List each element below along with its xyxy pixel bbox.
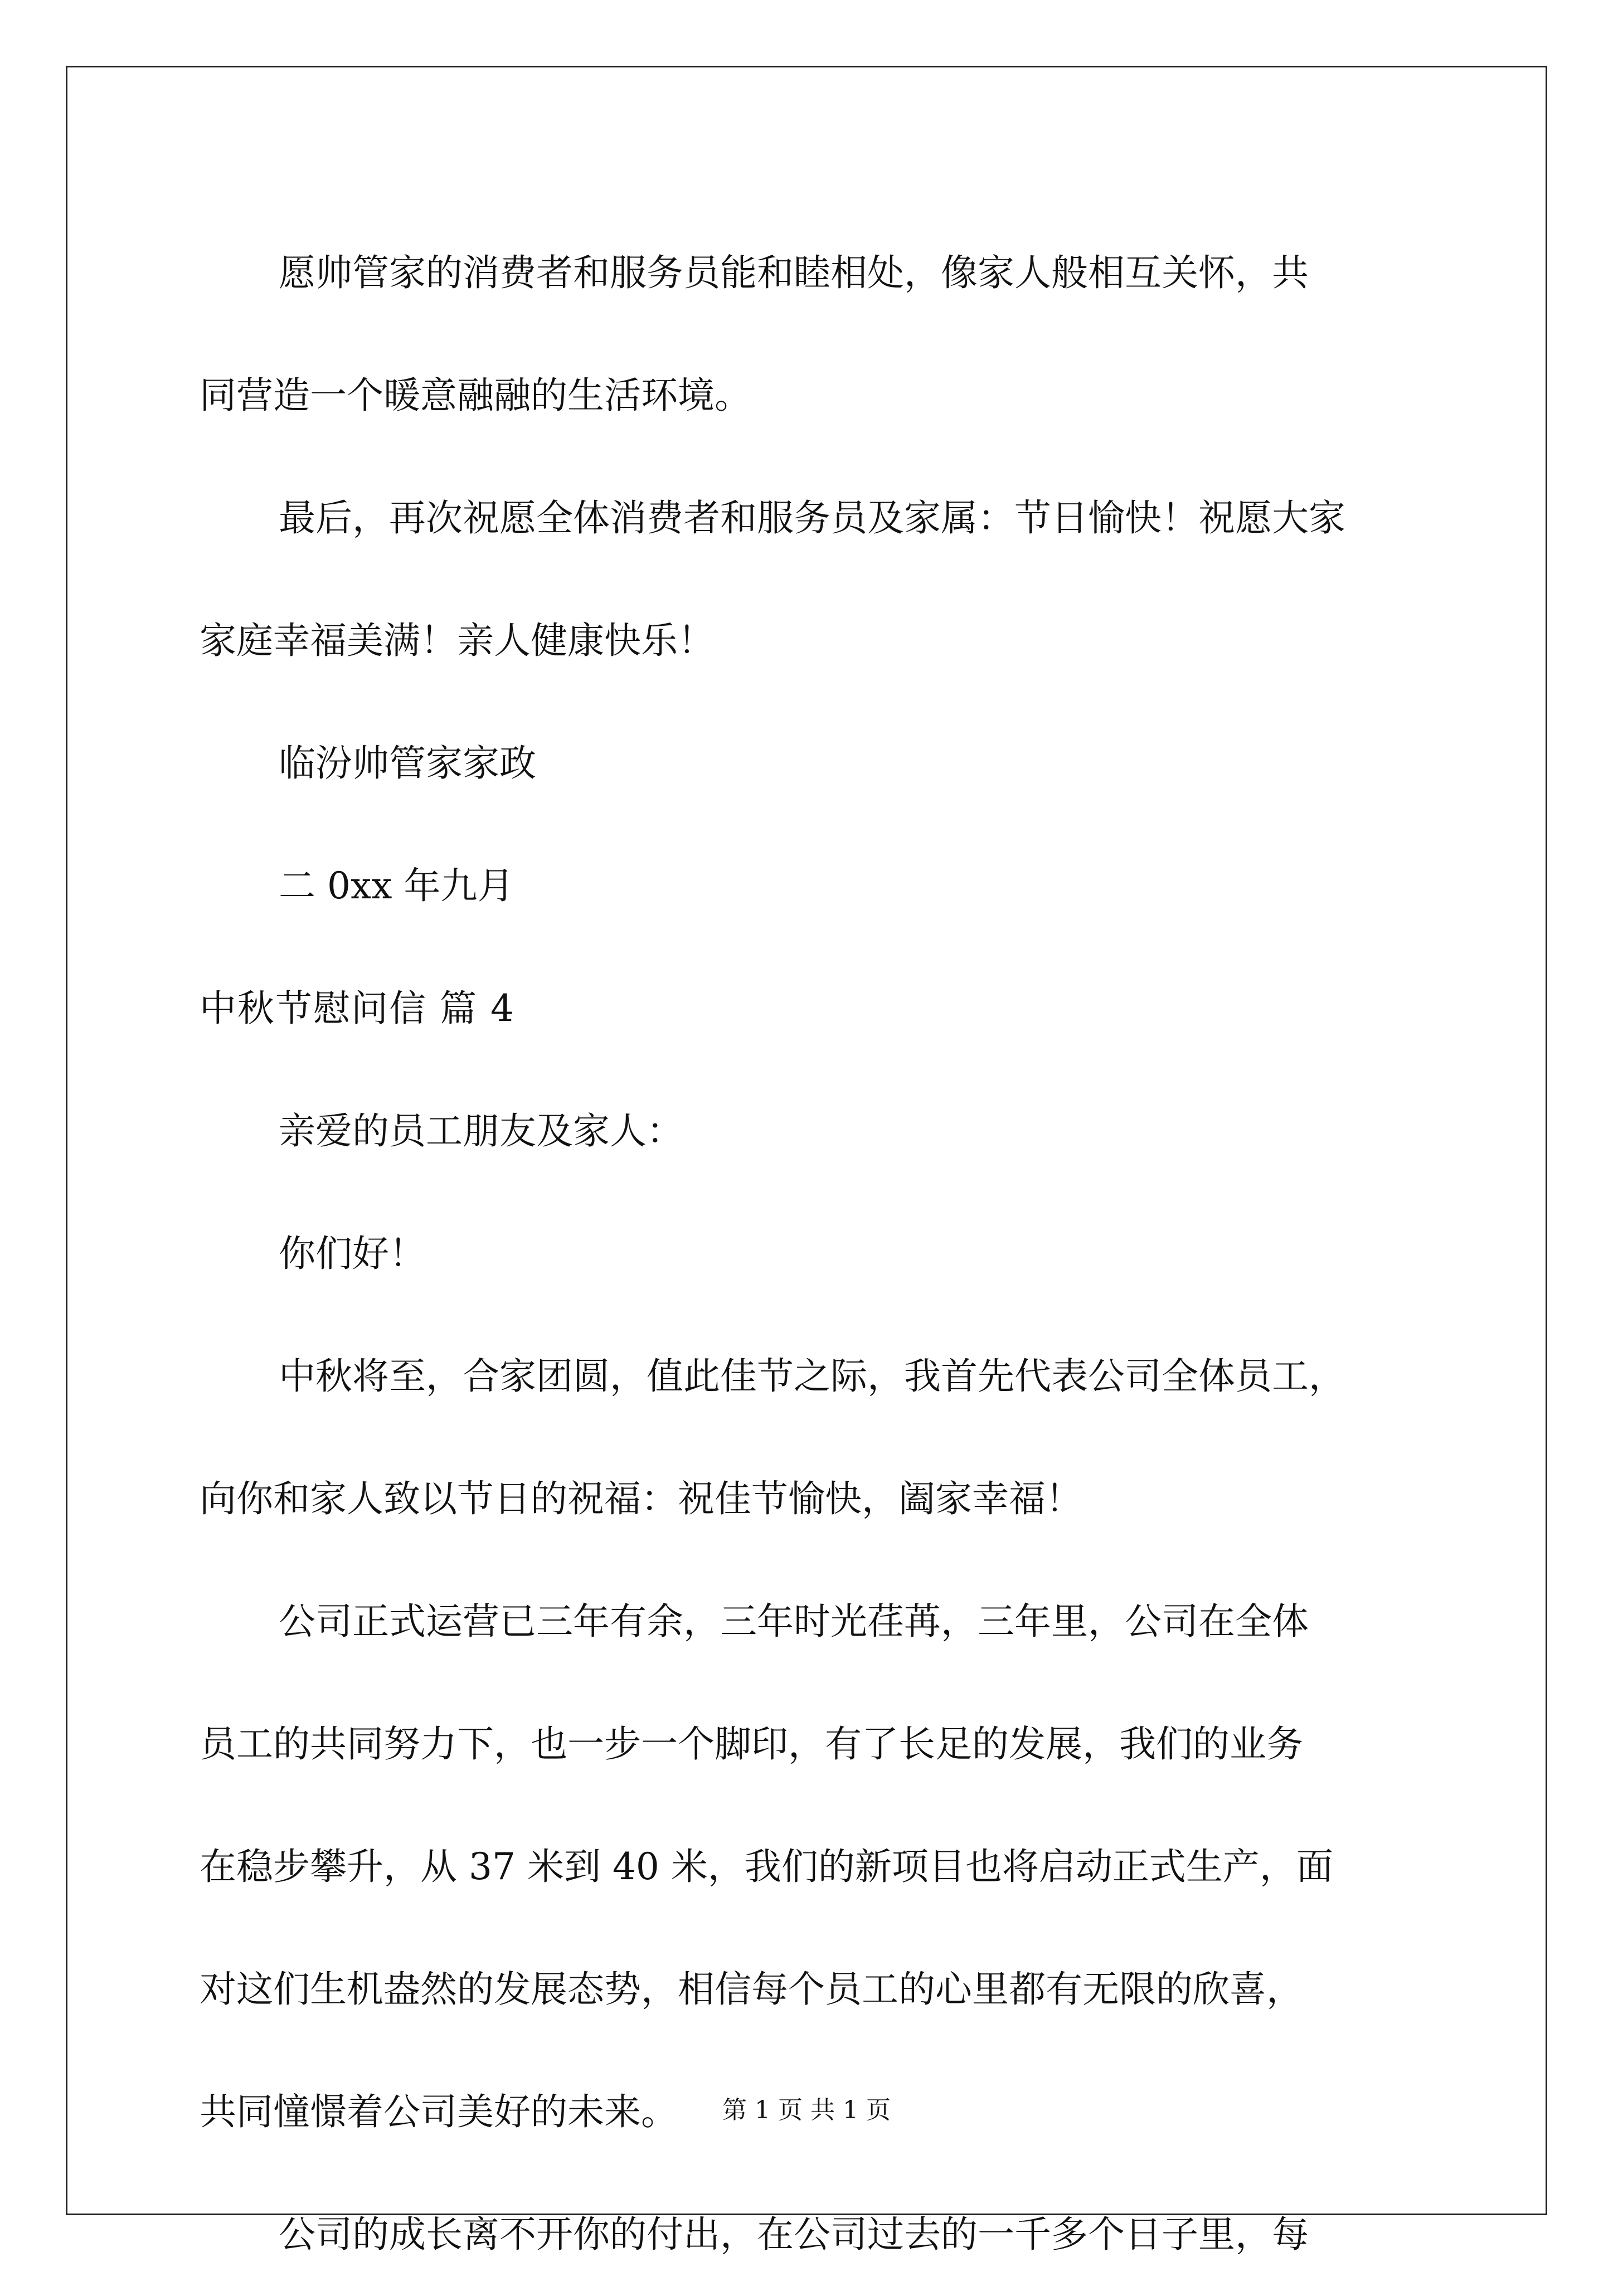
page-footer: 第 1 页 共 1 页 [722, 2096, 891, 2124]
section-heading: 中秋节慰问信 篇 4 [200, 987, 515, 1030]
signature-organization: 临汾帅管家家政 [279, 742, 536, 785]
document-body [200, 212, 1442, 2296]
paragraph-line: 在稳步攀升，从 37 米到 40 米，我们的新项目也将启动正式生产，面 [200, 1845, 1333, 1888]
paragraph-line: 同营造一个暖意融融的生活环境。 [200, 374, 751, 417]
salutation: 亲爱的员工朋友及家人： [279, 1110, 683, 1152]
paragraph-line: 公司正式运营已三年有余，三年时光荏苒，三年里，公司在全体 [279, 1600, 1309, 1643]
paragraph-line: 愿帅管家的消费者和服务员能和睦相处，像家人般相互关怀，共 [279, 251, 1309, 294]
signature-date: 二 0xx 年九月 [279, 864, 514, 907]
paragraph-line: 最后，再次祝愿全体消费者和服务员及家属：节日愉快！祝愿大家 [279, 497, 1345, 539]
paragraph-line: 公司的成长离不开你的付出，在公司过去的一千多个日子里，每 [279, 2213, 1309, 2256]
greeting: 你们好！ [279, 1232, 426, 1275]
paragraph-line: 家庭幸福美满！亲人健康快乐！ [200, 619, 715, 662]
paragraph-line: 中秋将至，合家团圆，值此佳节之际，我首先代表公司全体员工， [279, 1355, 1345, 1398]
paragraph-line: 对这们生机盎然的发展态势，相信每个员工的心里都有无限的欣喜， [200, 1968, 1303, 2011]
paragraph-line: 向你和家人致以节日的祝福：祝佳节愉快，阖家幸福！ [200, 1477, 1082, 1520]
paragraph-line: 共同憧憬着公司美好的未来。 [200, 2090, 678, 2133]
paragraph-line: 员工的共同努力下，也一步一个脚印，有了长足的发展，我们的业务 [200, 1723, 1303, 1765]
